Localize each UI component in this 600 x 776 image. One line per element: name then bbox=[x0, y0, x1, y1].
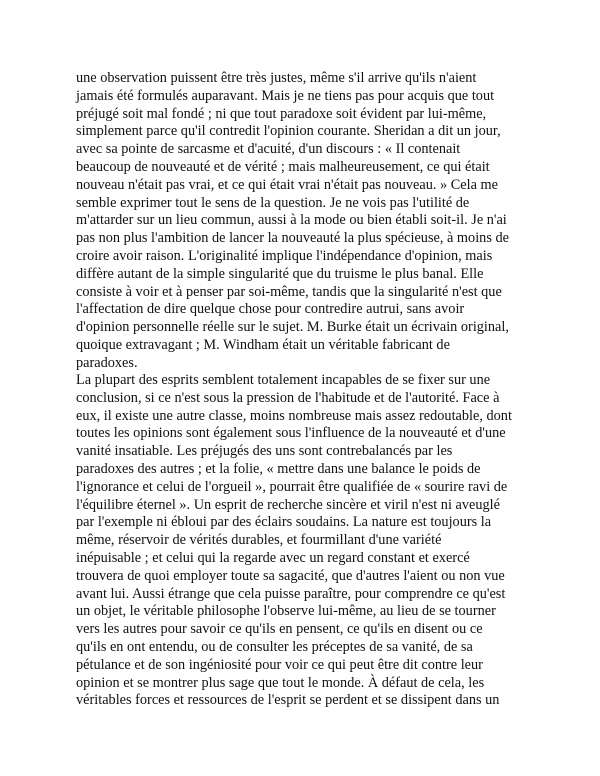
text-line: même, réservoir de vérités durables, et fourmillant d'une variété bbox=[76, 532, 442, 549]
text-line: vanité insatiable. Les préjugés des uns sont contrebalancés par les bbox=[76, 443, 453, 460]
text-line: par l'exemple ni ébloui par des éclairs soudains. La nature est toujours la bbox=[76, 514, 492, 531]
text-line: pétulance et de son ingéniosité pour voir ce qui peut être dit contre leur bbox=[76, 656, 483, 673]
text-line: inépuisable ; et celui qui la regarde avec un regard constant et exercé bbox=[76, 549, 470, 566]
text-line: quoique extravagant ; M. Windham était un véritable fabricant de bbox=[76, 336, 450, 353]
text-line: d'opinion personnelle réelle sur le sujet. M. Burke était un écrivain original, bbox=[76, 319, 509, 336]
text-line: nouveau n'était pas vrai, et ce qui était vrai n'était pas nouveau. » Cela me bbox=[76, 176, 498, 193]
text-line: toutes les opinions sont également sous l'influence de la nouveauté et d'une bbox=[76, 425, 506, 442]
text-line: vers les autres pour savoir ce qu'ils en pensent, ce qu'ils en disent ou ce bbox=[76, 621, 483, 638]
text-line: opinion et se montrer plus sage que tout le monde. À défaut de cela, les bbox=[76, 674, 485, 691]
text-line: consiste à voir et à penser par soi-même, tandis que la singularité n'est que bbox=[76, 283, 502, 300]
text-line: paradoxes. bbox=[76, 354, 138, 371]
text-line: qu'ils en ont entendu, ou de consulter les préceptes de sa vanité, de sa bbox=[76, 638, 473, 655]
text-line: m'attarder sur un lieu commun, aussi à la mode ou bien établi soit-il. Je n'ai bbox=[76, 212, 507, 229]
text-line: beaucoup de nouveauté et de vérité ; mais malheureusement, ce qui était bbox=[76, 158, 490, 175]
text-line: pas non plus l'ambition de lancer la nouveauté la plus spécieuse, à moins de bbox=[76, 230, 509, 247]
text-line: eux, il existe une autre classe, moins nombreuse mais assez redoutable, dont bbox=[76, 407, 512, 424]
text-line: l'équilibre éternel ». Un esprit de recherche sincère et viril n'est ni aveuglé bbox=[76, 496, 500, 513]
paragraph-2 bbox=[76, 372, 536, 710]
paragraph-1 bbox=[76, 70, 536, 373]
text-line: avec sa pointe de sarcasme et d'acuité, d'un discours : « Il contenait bbox=[76, 141, 461, 158]
text-line: La plupart des esprits semblent totalement incapables de se fixer sur une bbox=[76, 372, 491, 388]
text-line: simplement parce qu'il contredit l'opinion courante. Sheridan a dit un jour, bbox=[76, 123, 501, 140]
text-line: trouvera de quoi employer toute sa sagacité, que d'autres l'aient ou non vue bbox=[76, 567, 505, 584]
text-line: jamais été formulés auparavant. Mais je ne tiens pas pour acquis que tout bbox=[76, 87, 495, 104]
text-line: conclusion, si ce n'est sous la pression de l'habitude et de l'autorité. Face à bbox=[76, 389, 500, 406]
text-line: véritables forces et ressources de l'esprit se perdent et se dissipent dans un bbox=[76, 692, 500, 709]
text-line: l'ignorance et celui de l'orgueil », pourrait être qualifiée de « sourire ravi de bbox=[76, 478, 508, 495]
text-line: l'affectation de dire quelque chose pour contredire autrui, sans avoir bbox=[76, 301, 465, 318]
text-line: un objet, le véritable philosophe l'observe lui-même, au lieu de se tourner bbox=[76, 603, 496, 620]
text-line: semble exprimer tout le sens de la question. Je ne vois pas l'utilité de bbox=[76, 194, 470, 211]
text-line: préjugé soit mal fondé ; ni que tout paradoxe soit évident par lui-même, bbox=[76, 105, 487, 122]
text-line: croire avoir raison. L'originalité implique l'indépendance d'opinion, mais bbox=[76, 247, 493, 264]
text-line: diffère autant de la simple singularité que du truisme le plus banal. Elle bbox=[76, 265, 484, 282]
text-line: paradoxes des autres ; et la folie, « mettre dans une balance le poids de bbox=[76, 460, 481, 477]
text-line: avant lui. Aussi étrange que cela puisse paraître, pour comprendre ce qu'est bbox=[76, 585, 506, 602]
text-line: une observation puissent être très justes, même s'il arrive qu'ils n'aient bbox=[76, 70, 477, 86]
